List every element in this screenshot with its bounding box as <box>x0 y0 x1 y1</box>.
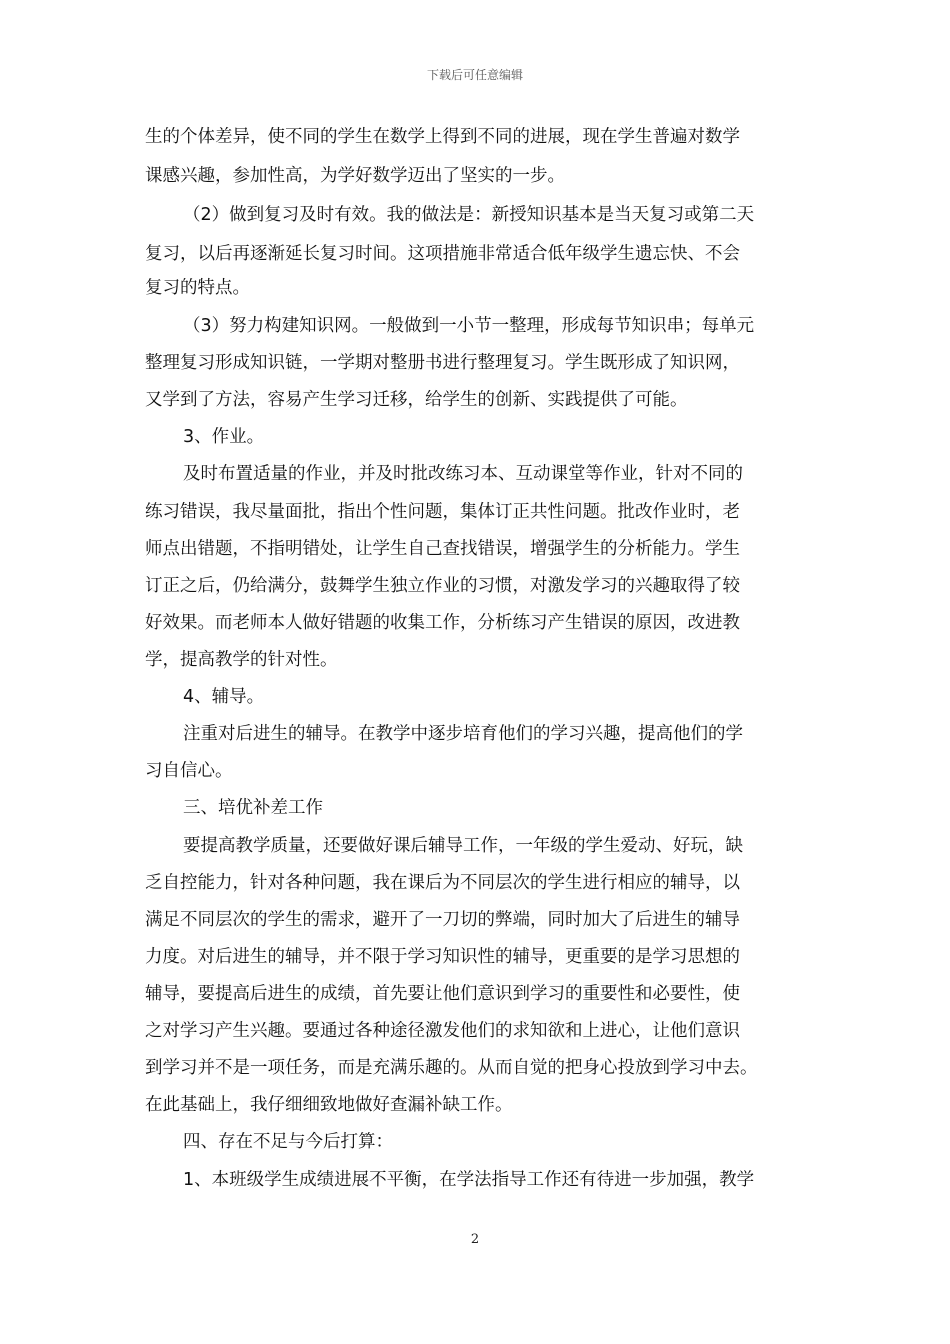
body-line: 在此基础上，我仔细细致地做好查漏补缺工作。 <box>145 1095 513 1115</box>
body-line: 1、本班级学生成绩进展不平衡，在学法指导工作还有待进一步加强，教学 <box>183 1170 755 1190</box>
body-line: 课感兴趣，参加性高，为学好数学迈出了坚实的一步。 <box>145 166 565 186</box>
section-heading: 四、存在不足与今后打算： <box>183 1132 393 1152</box>
section-heading: 3、作业。 <box>183 427 265 447</box>
body-line: 生的个体差异，使不同的学生在数学上得到不同的进展，现在学生普遍对数学 <box>145 127 740 147</box>
body-line: 复习的特点。 <box>145 278 250 298</box>
body-line: 复习，以后再逐渐延长复习时间。这项措施非常适合低年级学生遗忘快、不会 <box>145 244 740 264</box>
section-heading: 三、培优补差工作 <box>183 798 323 818</box>
page-number: 2 <box>470 1232 480 1247</box>
body-line: （3）努力构建知识网。一般做到一小节一整理，形成每节知识串；每单元 <box>183 316 755 336</box>
body-line: 要提高教学质量，还要做好课后辅导工作，一年级的学生爱动、好玩，缺 <box>183 836 743 856</box>
body-line: 满足不同层次的学生的需求，避开了一刀切的弊端，同时加大了后进生的辅导 <box>145 910 740 930</box>
body-line: 整理复习形成知识链，一学期对整册书进行整理复习。学生既形成了知识网， <box>145 353 740 373</box>
section-heading: 4、辅导。 <box>183 687 265 707</box>
body-line: 学，提高教学的针对性。 <box>145 650 338 670</box>
body-line: （2）做到复习及时有效。我的做法是：新授知识基本是当天复习或第二天 <box>183 205 755 225</box>
body-line: 到学习并不是一项任务，而是充满乐趣的。从而自觉的把身心投放到学习中去。 <box>145 1058 758 1078</box>
body-line: 注重对后进生的辅导。在教学中逐步培育他们的学习兴趣，提高他们的学 <box>183 724 743 744</box>
body-line: 订正之后，仍给满分，鼓舞学生独立作业的习惯，对激发学习的兴趣取得了较 <box>145 576 740 596</box>
page-header: 下载后可任意编辑 <box>426 68 523 82</box>
body-line: 习自信心。 <box>145 761 233 781</box>
body-line: 师点出错题，不指明错处，让学生自己查找错误，增强学生的分析能力。学生 <box>145 539 740 559</box>
body-line: 力度。对后进生的辅导，并不限于学习知识性的辅导，更重要的是学习思想的 <box>145 947 740 967</box>
body-line: 又学到了方法，容易产生学习迁移，给学生的创新、实践提供了可能。 <box>145 390 688 410</box>
body-line: 好效果。而老师本人做好错题的收集工作，分析练习产生错误的原因，改进教 <box>145 613 740 633</box>
body-line: 练习错误，我尽量面批，指出个性问题，集体订正共性问题。批改作业时，老 <box>145 502 740 522</box>
body-line: 及时布置适量的作业，并及时批改练习本、互动课堂等作业，针对不同的 <box>183 464 743 484</box>
body-line: 乏自控能力，针对各种问题，我在课后为不同层次的学生进行相应的辅导，以 <box>145 873 740 893</box>
body-line: 辅导，要提高后进生的成绩，首先要让他们意识到学习的重要性和必要性，使 <box>145 984 740 1004</box>
body-line: 之对学习产生兴趣。要通过各种途径激发他们的求知欲和上进心，让他们意识 <box>145 1021 740 1041</box>
